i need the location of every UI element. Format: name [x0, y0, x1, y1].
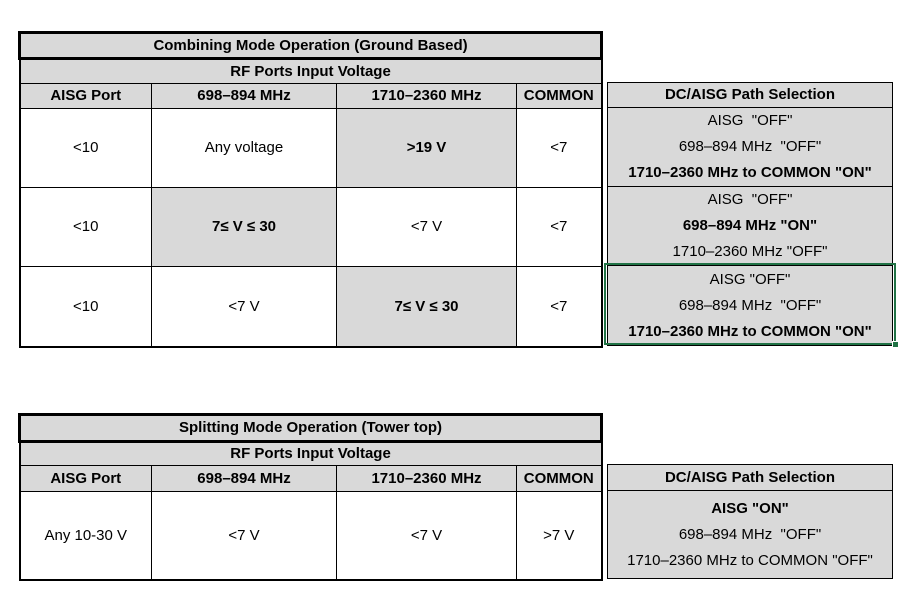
- cell-aisg[interactable]: <10: [20, 267, 152, 347]
- header-common[interactable]: COMMON: [517, 84, 602, 109]
- fill-handle[interactable]: [892, 341, 899, 348]
- cell-band-low[interactable]: <7 V: [152, 492, 337, 580]
- splitting-title: Splitting Mode Operation (Tower top): [20, 415, 602, 442]
- cell-aisg[interactable]: Any 10-30 V: [20, 492, 152, 580]
- header-aisg-port[interactable]: AISG Port: [20, 466, 152, 492]
- header-band-low[interactable]: 698–894 MHz: [152, 466, 337, 492]
- combining-table: [18, 31, 603, 348]
- path-line: AISG "OFF": [709, 270, 791, 288]
- rf-ports-subtitle: RF Ports Input Voltage: [20, 442, 602, 466]
- path-line: AISG "ON": [711, 499, 789, 517]
- splitting-path-column: [607, 464, 893, 579]
- cell-common[interactable]: <7: [517, 267, 602, 347]
- path-line: 1710–2360 MHz to COMMON "OFF": [627, 551, 873, 569]
- splitting-table: [18, 413, 603, 581]
- header-band-high[interactable]: 1710–2360 MHz: [337, 84, 517, 109]
- cell-band-low[interactable]: Any voltage: [152, 109, 337, 188]
- cell-band-low[interactable]: <7 V: [152, 267, 337, 347]
- combining-path-column: [607, 82, 893, 346]
- path-line: 698–894 MHz "OFF": [678, 296, 822, 314]
- path-line: AISG "OFF": [707, 112, 793, 129]
- cell-common[interactable]: <7: [517, 109, 602, 188]
- header-path-selection[interactable]: DC/AISG Path Selection: [608, 83, 893, 108]
- path-line: AISG "OFF": [707, 191, 793, 208]
- cell-path[interactable]: [608, 187, 893, 266]
- header-common[interactable]: COMMON: [517, 466, 602, 492]
- cell-band-low[interactable]: 7≤ V ≤ 30: [152, 188, 337, 267]
- path-line: 1710–2360 MHz to COMMON "ON": [628, 322, 872, 340]
- cell-aisg[interactable]: <10: [20, 188, 152, 267]
- cell-common[interactable]: >7 V: [517, 492, 602, 580]
- path-line: 698–894 MHz "OFF": [678, 525, 822, 543]
- table-row: [20, 267, 602, 347]
- rf-ports-subtitle: RF Ports Input Voltage: [20, 59, 602, 84]
- path-line: 698–894 MHz "ON": [682, 217, 818, 234]
- cell-aisg[interactable]: <10: [20, 109, 152, 188]
- table-row: [20, 492, 602, 580]
- header-aisg-port[interactable]: AISG Port: [20, 84, 152, 109]
- header-band-high[interactable]: 1710–2360 MHz: [337, 466, 517, 492]
- cell-path[interactable]: [608, 108, 893, 187]
- cell-band-high[interactable]: <7 V: [337, 492, 517, 580]
- cell-band-high[interactable]: 7≤ V ≤ 30: [337, 267, 517, 347]
- table-row: [20, 188, 602, 267]
- table-row: [20, 109, 602, 188]
- cell-common[interactable]: <7: [517, 188, 602, 267]
- cell-path[interactable]: [608, 491, 893, 579]
- header-band-low[interactable]: 698–894 MHz: [152, 84, 337, 109]
- path-line: 1710–2360 MHz "OFF": [672, 243, 828, 260]
- combining-title: Combining Mode Operation (Ground Based): [20, 33, 602, 59]
- path-line: 1710–2360 MHz to COMMON "ON": [628, 164, 872, 181]
- cell-band-high[interactable]: >19 V: [337, 109, 517, 188]
- path-line: 698–894 MHz "OFF": [678, 138, 822, 155]
- header-path-selection[interactable]: DC/AISG Path Selection: [608, 465, 893, 491]
- cell-band-high[interactable]: <7 V: [337, 188, 517, 267]
- cell-path-selected[interactable]: [608, 266, 893, 346]
